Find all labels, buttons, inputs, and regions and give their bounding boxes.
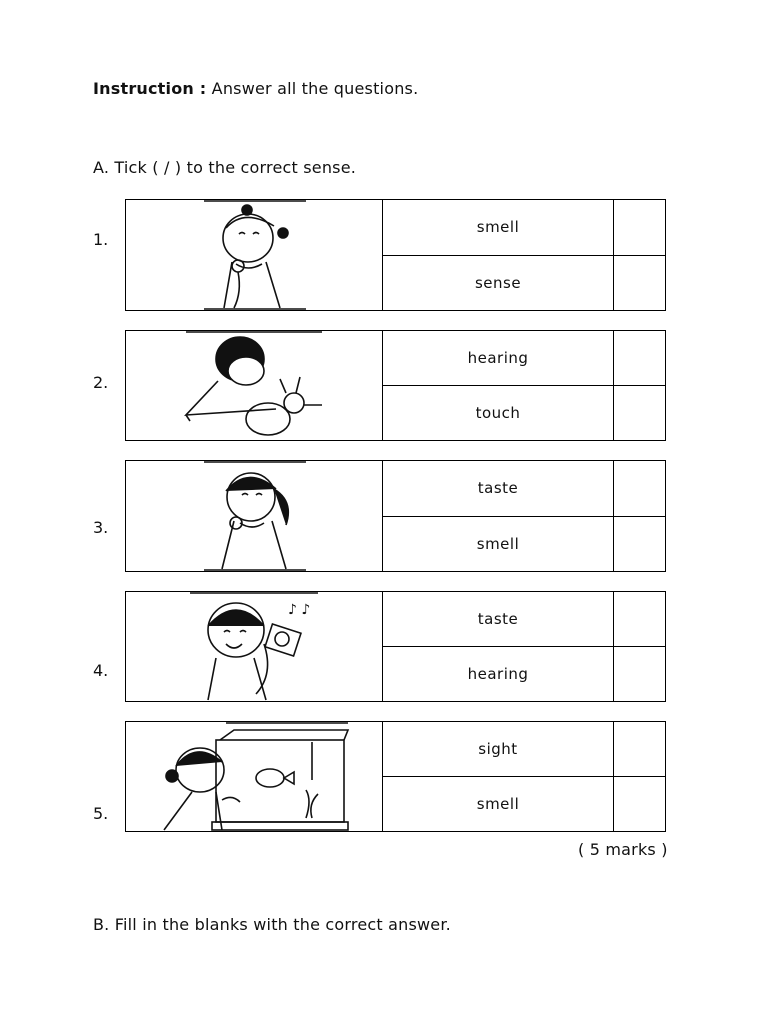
- option-row: [383, 647, 665, 701]
- girl-looking-aquarium-icon: [126, 722, 383, 831]
- options-column: [383, 200, 665, 310]
- tick-box[interactable]: [614, 592, 665, 646]
- question-number: 4.: [93, 661, 109, 680]
- question-number: 5.: [93, 804, 109, 823]
- option-row: [383, 200, 665, 256]
- options-column: [383, 331, 665, 440]
- tick-box[interactable]: [614, 777, 665, 831]
- instruction-line: [93, 79, 418, 98]
- option-row: [383, 461, 665, 517]
- girl-eating-icon: [126, 461, 383, 571]
- option-row: [383, 256, 665, 311]
- option-row: [383, 517, 665, 572]
- question-number: 2.: [93, 373, 109, 392]
- option-row: [383, 592, 665, 647]
- question-box: [125, 721, 666, 832]
- option-label: touch: [383, 386, 614, 440]
- option-row: [383, 386, 665, 440]
- tick-box[interactable]: [614, 331, 665, 385]
- section-a-heading: A. Tick ( / ) to the correct sense.: [93, 158, 357, 177]
- boy-listening-radio-icon: [126, 592, 383, 701]
- option-row: [383, 722, 665, 777]
- tick-box[interactable]: [614, 647, 665, 701]
- question-box: [125, 330, 666, 441]
- instruction-text: Answer all the questions.: [211, 79, 419, 98]
- options-column: [383, 461, 665, 571]
- marks-label: ( 5 marks ): [578, 840, 668, 859]
- option-label: sight: [383, 722, 614, 776]
- girl-smelling-flower-icon: [126, 200, 383, 310]
- option-label: smell: [383, 200, 614, 255]
- tick-box[interactable]: [614, 722, 665, 776]
- options-column: [383, 722, 665, 831]
- options-column: [383, 592, 665, 701]
- option-row: [383, 777, 665, 831]
- option-label: hearing: [383, 331, 614, 385]
- question-number: 1.: [93, 230, 109, 249]
- option-label: sense: [383, 256, 614, 311]
- option-label: taste: [383, 592, 614, 646]
- tick-box[interactable]: [614, 200, 665, 255]
- svg-text:♪ ♪: ♪ ♪: [288, 602, 311, 618]
- tick-box[interactable]: [614, 256, 665, 311]
- tick-box[interactable]: [614, 386, 665, 440]
- option-label: smell: [383, 517, 614, 572]
- section-b-heading: B. Fill in the blanks with the correct answer.: [93, 915, 451, 934]
- tick-box[interactable]: [614, 461, 665, 516]
- option-label: hearing: [383, 647, 614, 701]
- girl-touching-rabbit-icon: [126, 331, 383, 440]
- option-row: [383, 331, 665, 386]
- instruction-label: Instruction :: [93, 79, 207, 98]
- question-box: [125, 591, 666, 702]
- option-label: smell: [383, 777, 614, 831]
- option-label: taste: [383, 461, 614, 516]
- question-box: [125, 460, 666, 572]
- tick-box[interactable]: [614, 517, 665, 572]
- question-box: [125, 199, 666, 311]
- question-number: 3.: [93, 518, 109, 537]
